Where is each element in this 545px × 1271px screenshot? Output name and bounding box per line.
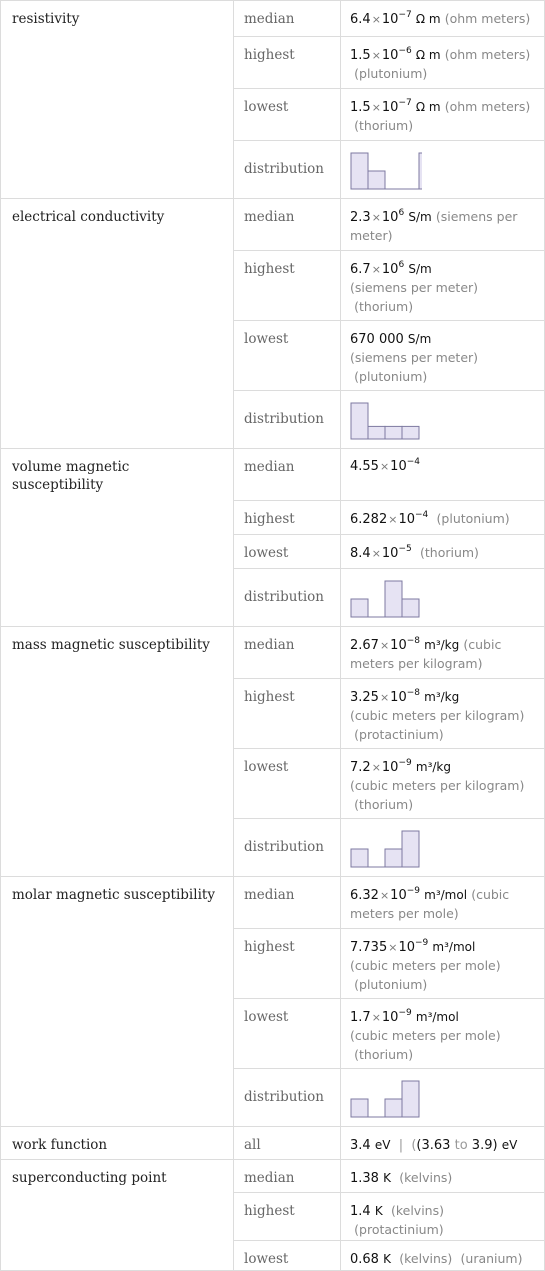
- distribution-histogram: [350, 151, 422, 191]
- row-label-resistivity: resistivity: [1, 1, 234, 199]
- histogram-bar: [351, 849, 368, 867]
- sub-label-distribution: distribution: [234, 1069, 341, 1127]
- distribution-histogram: [350, 829, 422, 869]
- value-resistivity-median: $6.4\times 10^{-7}$ Ω m (ohm meters): [341, 1, 545, 37]
- histogram-cell: [341, 819, 545, 877]
- sub-label-median: median: [234, 627, 341, 679]
- sub-label-highest: highest: [234, 1193, 341, 1241]
- sub-label-all: all: [234, 1127, 341, 1160]
- sub-label-median: median: [234, 449, 341, 501]
- sub-label-highest: highest: [234, 929, 341, 999]
- value-conductivity-highest: $6.7\times 10^6$ S/m (siemens per meter) (thorium): [341, 251, 545, 321]
- histogram-cell: [341, 141, 545, 199]
- value-superconducting-median: 1.38 K (kelvins): [341, 1160, 545, 1193]
- row-label-electrical-conductivity: electrical conductivity: [1, 199, 234, 449]
- sub-label-lowest: lowest: [234, 749, 341, 819]
- histogram-bar: [402, 831, 419, 867]
- histogram-bar: [385, 426, 402, 439]
- sub-label-highest: highest: [234, 251, 341, 321]
- value-mass-mag-lowest: $7.2\times 10^{-9}$ m³/kg (cubic meters per kilogram) (thorium): [341, 749, 545, 819]
- histogram-bar: [385, 581, 402, 617]
- histogram-bar: [385, 1099, 402, 1117]
- histogram-bar: [419, 153, 422, 189]
- sub-label-median: median: [234, 877, 341, 929]
- row-label-volume-magnetic-susceptibility: volume magnetic susceptibility: [1, 449, 234, 627]
- row-label-work-function: work function: [1, 1127, 234, 1160]
- value-molar-mag-lowest: $1.7\times 10^{-9}$ m³/mol (cubic meters per mole) (thorium): [341, 999, 545, 1069]
- sub-label-lowest: lowest: [234, 999, 341, 1069]
- sub-label-distribution: distribution: [234, 141, 341, 199]
- histogram-bar: [368, 171, 385, 189]
- histogram-bar: [402, 426, 419, 439]
- sub-label-distribution: distribution: [234, 819, 341, 877]
- row-label-superconducting-point: superconducting point: [1, 1160, 234, 1271]
- distribution-histogram: [350, 401, 422, 441]
- row-label-mass-magnetic-susceptibility: mass magnetic susceptibility: [1, 627, 234, 877]
- histogram-cell: [341, 569, 545, 627]
- value-volume-mag-highest: $6.282\times 10^{-4}$ (plutonium): [341, 501, 545, 535]
- sub-label-lowest: lowest: [234, 321, 341, 391]
- row-label-molar-magnetic-susceptibility: molar magnetic susceptibility: [1, 877, 234, 1127]
- value-work-function: 3.4 eV | ((3.63 to 3.9) eV: [341, 1127, 545, 1160]
- value-resistivity-highest: $1.5\times 10^{-6}$ Ω m (ohm meters) (plutonium): [341, 37, 545, 89]
- value-resistivity-lowest: $1.5\times 10^{-7}$ Ω m (ohm meters) (thorium): [341, 89, 545, 141]
- histogram-cell: [341, 391, 545, 449]
- histogram-bar: [368, 426, 385, 439]
- sub-label-distribution: distribution: [234, 569, 341, 627]
- histogram-bar: [402, 599, 419, 617]
- value-volume-mag-median: $4.55\times 10^{-4}$: [341, 449, 545, 501]
- value-mass-mag-highest: $3.25\times 10^{-8}$ m³/kg (cubic meters per kilogram) (protactinium): [341, 679, 545, 749]
- histogram-bar: [351, 599, 368, 617]
- value-molar-mag-highest: $7.735\times 10^{-9}$ m³/mol (cubic meters per mole) (plutonium): [341, 929, 545, 999]
- value-molar-mag-median: $6.32\times 10^{-9}$ m³/mol (cubic meters per mole): [341, 877, 545, 929]
- sub-label-median: median: [234, 199, 341, 251]
- value-conductivity-lowest: 670 000 S/m (siemens per meter) (plutonium): [341, 321, 545, 391]
- sub-label-lowest: lowest: [234, 89, 341, 141]
- sub-label-median: median: [234, 1, 341, 37]
- histogram-cell: [341, 1069, 545, 1127]
- value-superconducting-highest: 1.4 K (kelvins) (protactinium): [341, 1193, 545, 1241]
- sub-label-lowest: lowest: [234, 1241, 341, 1271]
- histogram-bar: [402, 1081, 419, 1117]
- distribution-histogram: [350, 579, 422, 619]
- sub-label-lowest: lowest: [234, 535, 341, 569]
- sub-label-distribution: distribution: [234, 391, 341, 449]
- sub-label-highest: highest: [234, 679, 341, 749]
- histogram-bar: [351, 403, 368, 439]
- value-volume-mag-lowest: $8.4\times 10^{-5}$ (thorium): [341, 535, 545, 569]
- histogram-bar: [385, 849, 402, 867]
- distribution-histogram: [350, 1079, 422, 1119]
- sub-label-highest: highest: [234, 501, 341, 535]
- value-mass-mag-median: $2.67\times 10^{-8}$ m³/kg (cubic meters per kilogram): [341, 627, 545, 679]
- histogram-bar: [351, 153, 368, 189]
- sub-label-highest: highest: [234, 37, 341, 89]
- histogram-bar: [351, 1099, 368, 1117]
- value-conductivity-median: $2.3\times 10^6$ S/m (siemens per meter): [341, 199, 545, 251]
- value-superconducting-lowest: 0.68 K (kelvins) (uranium): [341, 1241, 545, 1271]
- sub-label-median: median: [234, 1160, 341, 1193]
